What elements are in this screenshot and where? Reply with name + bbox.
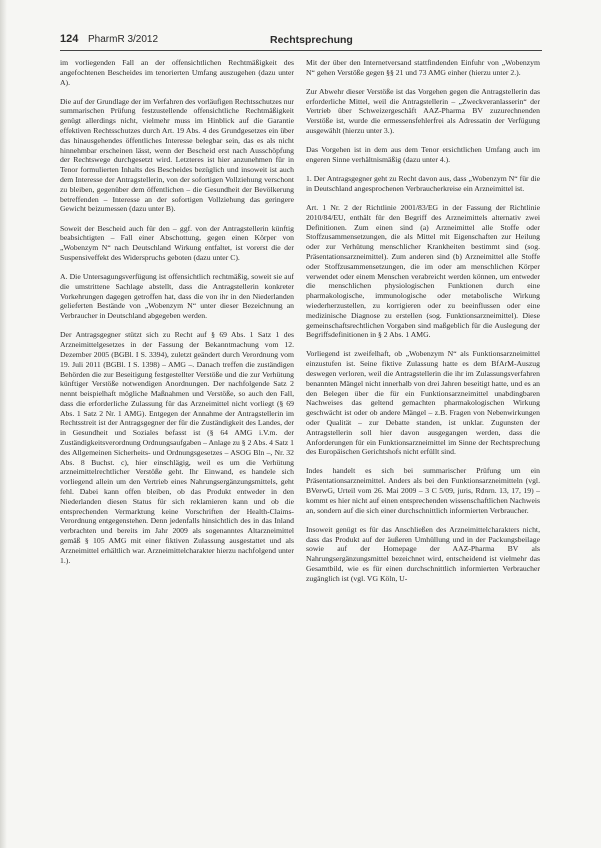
- paragraph: Insoweit genügt es für das Anschließen des Arzneimittelcharakters nicht, dass das Produkt auf der äußeren Umhüllung und in der Packungsbeilage sowie auf der Homepage der AAZ-Pharma BV als Nahrungsergänzungsmittel bezeichnet wird, entscheidend ist vielmehr das Gesamtbild, wie es für einen durchschnittlich informierten Verbraucher zugänglich ist (vgl. VG Köln, U-: [306, 524, 540, 583]
- paragraph: Indes handelt es sich bei summarischer Prüfung um ein Präsentationsarzneimittel. Anders als bei den Funktionsarzneimitteln (vgl. BVerwG, Urteil vom 26. Mai 2009 – 3 C 5/09, juris, Rdnrn. 13, 17, 19) – kommt es hier nicht auf einen entsprechenden wissenschaftlichen Nachweis an, sondern auf die sich einer durchschnittlich informierten Verbraucher.: [306, 466, 540, 515]
- paragraph: Das Vorgehen ist in dem aus dem Tenor ersichtlichen Umfang auch im engeren Sinne verhältnismäßig (dazu unter 4.).: [306, 145, 540, 164]
- running-head: [60, 33, 542, 51]
- scan-edge: [0, 0, 7, 848]
- left-column: [60, 58, 294, 575]
- header-rule: [60, 50, 542, 51]
- section-title: Rechtsprechung: [270, 34, 353, 46]
- paragraph: im vorliegenden Fall an der offensichtlichen Rechtmäßigkeit des angefochtenen Bescheides im tenorierten Umfang auszugehen (dazu unter A).: [60, 58, 294, 87]
- paragraph: 1. Der Antragsgegner geht zu Recht davon aus, dass „Wobenzym N“ für die in Deutschland angesprochenen Verbraucherkreise ein Arzneimittel ist.: [306, 174, 540, 193]
- right-column: [306, 58, 540, 593]
- paragraph: Vorliegend ist zweifelhaft, ob „Wobenzym N“ als Funktionsarzneimittel einzustufen ist. Seine fiktive Zulassung hatte es dem BfArM-Auszug deswegen verloren, weil die Antragstellerin die ihr im Zulassungsverfahren benannten Mängel nicht innerhalb von drei Jahren beseitigt hatte, und es an den Belegen über die für ein Funktionsarzneimittel unabdingbaren Nachweises das geltend gemachten pharmakologischen Wirkung geschwächt ist oder ob andere Mängel – z.B. Fragen von Nebenwirkungen oder Qualität – zur Debatte standen, ist unklar. Zugunsten der Antragstellerin soll hier davon ausgegangen werden, dass die Anforderungen für ein Funktionsarzneimittel im Sinne der Rechtsprechung des Europäischen Gerichtshofs nicht erfüllt sind.: [306, 349, 540, 457]
- paragraph: Der Antragsgegner stützt sich zu Recht auf § 69 Abs. 1 Satz 1 des Arzneimittelgesetzes in der Fassung der Bekanntmachung vom 12. Dezember 2005 (BGBl. I S. 3394), zuletzt geändert durch Verordnung vom 19. Juli 2011 (BGBl. I S. 1398) – AMG –. Danach treffen die zuständigen Behörden die zur Beseitigung festgestellter Verstöße und die zur Verhütung künftiger Verstöße notwendigen Anordnungen. Der nachfolgende Satz 2 nennt beispielhaft mögliche Maßnahmen und Verstöße, so auch den Fall, dass die erforderliche Zulassung für das Arzneimittel nicht vorliegt (§ 69 Abs. 1 Satz 2 Nr. 1 AMG). Entgegen der Annahme der Antragstellerin im Rechtsstreit ist der Antragsgegner der für die Zuständigkeit des Landes, der in Gesundheit und Soziales befasst ist (§ 64 AMG i.V.m. der Zuständigkeitsverordnung Ordnungsaufgaben – Anlage zu § 2 Abs. 4 Satz 1 des Allgemeinen Sicherheits- und Ordnungsgesetzes – ASOG Bln –, Nr. 32 Abs. 8 Buchst. c), hier einschlägig, weil es um die Verhütung arzneimittelrechtlicher Verstöße geht. Ihr Einwand, es handele sich vorliegend allein um den Vertrieb eines Nahrungsergänzungsmittels, geht fehl. Dabei kann offen bleiben, ob das Produkt entweder in den Niederlanden diesen Status für sich reklamieren kann und ob die entsprechenden Vermarktung keine Vorschriften der Health-Claims-Verordnung entgegenstehen. Denn jedenfalls hinsichtlich des in das Inland verbrachten und bereits im Jahr 2009 als sogenanntes Altarzneimittel gemäß § 105 AMG mit einer fiktiven Zulassung ausgestattet und als Arzneimittel erhältlich war. Arzneimittelcharakter hierzu nachfolgend unter 1.).: [60, 330, 294, 565]
- paragraph: A. Die Untersagungsverfügung ist offensichtlich rechtmäßig, soweit sie auf die umstrittene Sachlage abstellt, dass die Antragstellerin konkreter Vorkehrungen dagegen getroffen hat, dass die von ihr in den Niederlanden gelieferten Bestände von „Wobenzym N“ unter dieser Bezeichnung an Verbraucher in Deutschland abgegeben werden.: [60, 272, 294, 321]
- paragraph: Die auf der Grundlage der im Verfahren des vorläufigen Rechtsschutzes nur summarischen Prüfung festzustellende offensichtliche Rechtmäßigkeit genügt allerdings nicht, vielmehr muss im Hinblick auf die Garantie effektiven Rechtsschutzes durch Art. 19 Abs. 4 des Grundgesetzes ein über das hinausgehendes öffentliches Interesse belegbar sein, das es als nicht hinnehmbar erscheinen lässt, wenn der Bescheid erst nach Ausschöpfung der Rechtswege durchgesetzt wird. Letzteres ist hier anzunehmen für in Tenor formulierten Inhalts des Bescheides bezüglich und insoweit ist auch dem Interesse der Antragstellerin, von der sofortigen Vollziehung verschont zu bleiben, gegenüber dem öffentlichen – die Gesundheit der Bevölkerung betreffenden – Interesse an der sofortigen Vollziehung das geringere Gewicht beizumessen (dazu unter B).: [60, 96, 294, 214]
- page-number: 124: [60, 33, 79, 45]
- journal-reference: PharmR 3/2012: [88, 34, 159, 45]
- paragraph: Art. 1 Nr. 2 der Richtlinie 2001/83/EG in der Fassung der Richtlinie 2010/84/EU, enthält für den Begriff des Arzneimittels alternativ zwei Definitionen. Zum einen sind (a) Arzneimittel alle Stoffe oder Stoffzusammensetzungen, die als Mittel mit Eigenschaften zur Heilung oder zur Verhütung menschlicher Krankheiten bestimmt sind (sog. Präsentationsarzneimittel). Zum anderen sind (b) Arzneimittel alle Stoffe oder Stoffzusammensetzungen, die im oder am menschlichen Körper verwendet oder einem Menschen verabreicht werden können, um entweder die menschlichen physiologischen Funktionen durch eine pharmakologische, immunologische oder metabolische Wirkung wiederherzustellen, zu korrigieren oder zu beeinflussen oder eine medizinische Diagnose zu erstellen (sog. Funktionsarzneimittel). Diese gemeinschaftsrechtlichen Vorgaben sind maßgeblich für die Auslegung der Begriffsdefinitionen in § 2 Abs. 1 AMG.: [306, 202, 540, 340]
- paragraph: Mit der über den Internetversand stattfindenden Einfuhr von „Wobenzym N“ gehen Verstöße gegen §§ 21 und 73 AMG einher (hierzu unter 2.).: [306, 58, 540, 77]
- paragraph: Zur Abwehr dieser Verstöße ist das Vorgehen gegen die Antragstellerin das erforderliche Mittel, weil die Antragstellerin – „Zweckveranlasserin“ der Vertrieb über Schweizergeschäft AAZ-Pharma BV zuzurechnenden Verstöße ist, wurde die ermessensfehlerfrei als Adressatin der Verfügung ausgewählt (hierzu unter 3.).: [306, 86, 540, 136]
- paragraph: Soweit der Bescheid auch für den – ggf. von der Antragstellerin künftig beabsichtigten – Fall einer Abschottung, gegen einen Körper von „Wobenzym N“ nach Deutschland Wirkung entfaltet, ist vorerst die der Suspensiveffekt des Widerspruchs geboten (dazu unter C).: [60, 223, 294, 262]
